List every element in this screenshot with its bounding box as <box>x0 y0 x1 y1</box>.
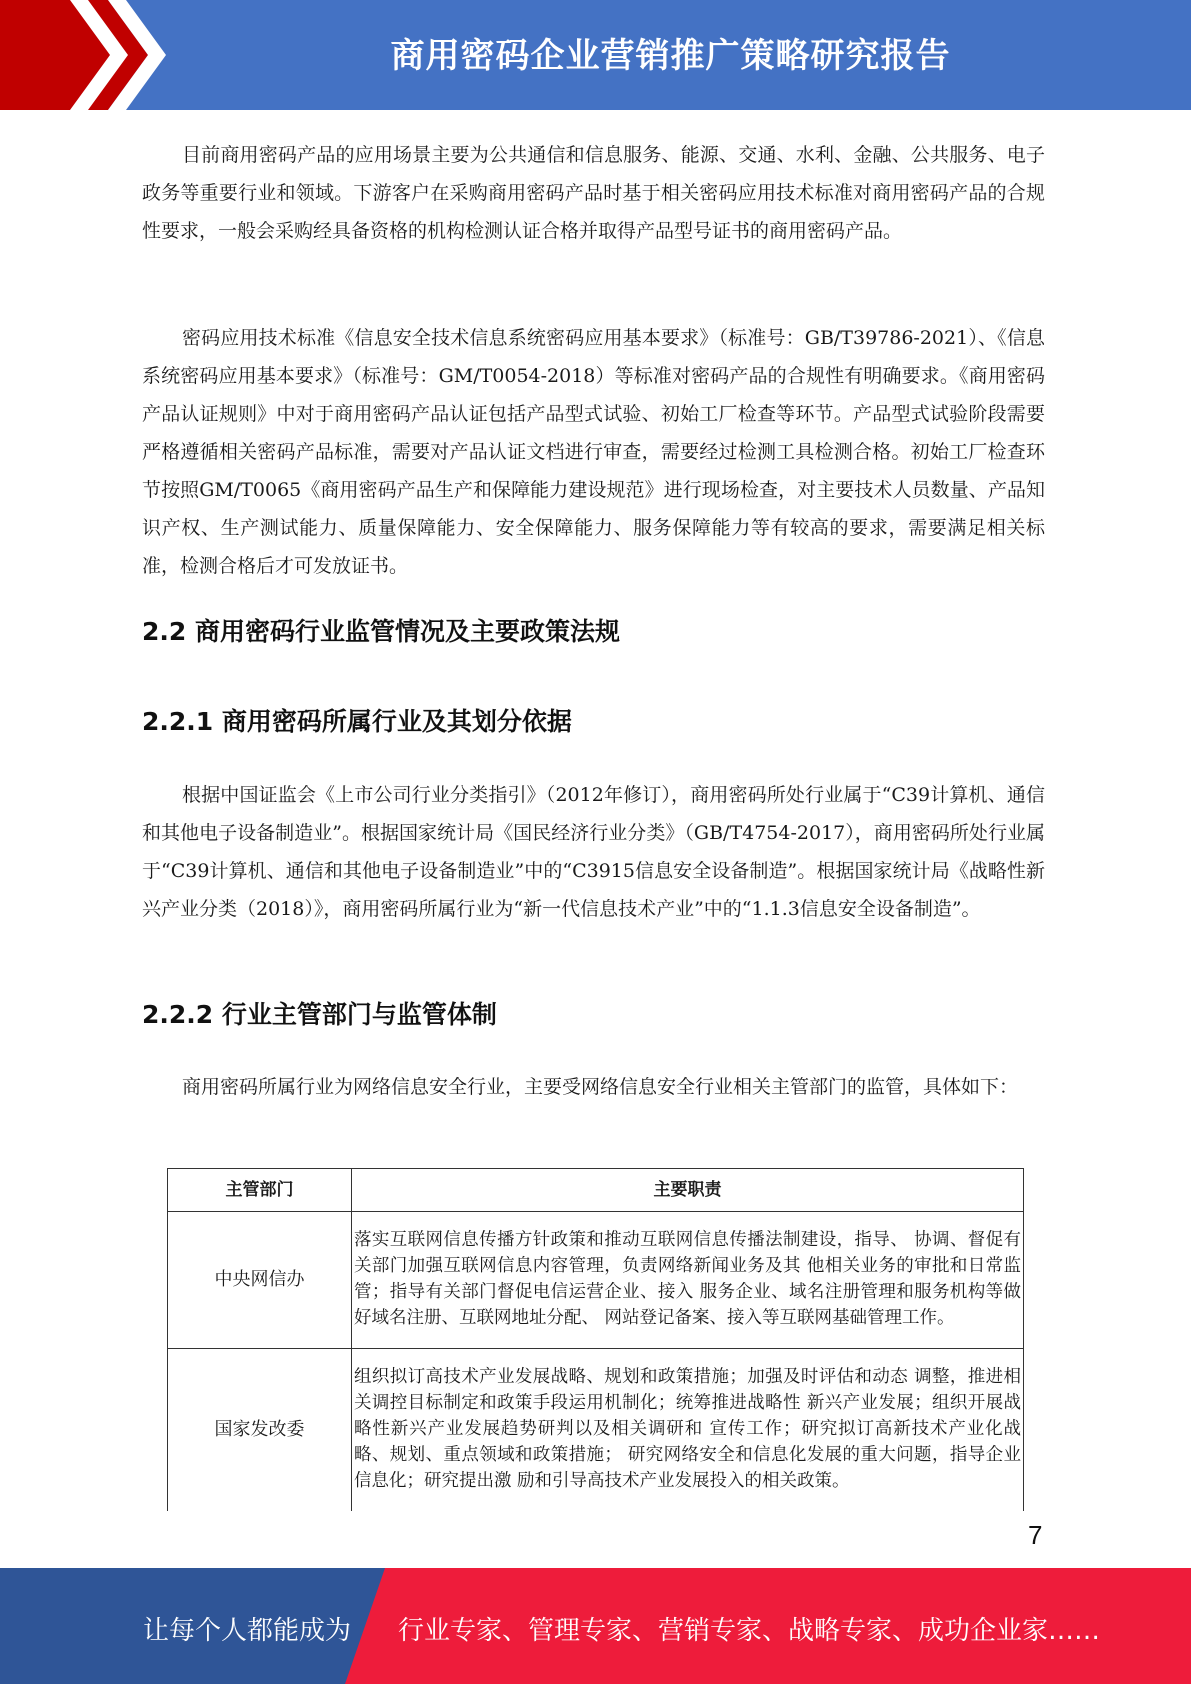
table-row <box>168 1349 1024 1512</box>
table-header-row <box>168 1169 1024 1212</box>
department-cell: 国家发改委 <box>168 1349 352 1512</box>
footer-slogan-right: 行业专家、管理专家、营销专家、战略专家、成功企业家…… <box>398 1616 1101 1646</box>
report-title: 商用密码企业营销推广策略研究报告 <box>390 36 951 76</box>
section-heading-2-2-1: 2.2.1 商用密码所属行业及其划分依据 <box>142 707 572 736</box>
department-cell: 中央网信办 <box>168 1212 352 1349</box>
column-header-duties: 主要职责 <box>352 1169 1024 1212</box>
column-header-department: 主管部门 <box>168 1169 352 1212</box>
paragraph-regulatory-intro: 商用密码所属行业为网络信息安全行业，主要受网络信息安全行业相关主管部门的监管，具体如下： <box>182 1076 1019 1098</box>
section-heading-2-2: 2.2 商用密码行业监管情况及主要政策法规 <box>142 617 620 646</box>
paragraph-technical-standards: 密码应用技术标准《信息安全技术信息系统密码应用基本要求》（标准号：GB/T39786-2021）、《信息系统密码应用基本要求》（标准号：GM/T0054-2018）等标准对密码产品的合规性有明确要求。《商用密码产品认证规则》中对于商用密码产品认证包括产品型式试验、初始工厂检查等环节。产品型式试验阶段需要严格遵循相关密码产品标准，需要对产品认证文档进行审查，需要经过检测工具检测合格。初始工厂检查环节按照GM/T0065《商用密码产品生产和保障能力建设规范》进行现场检查，对主要技术人员数量、产品知识产权、生产测试能力、质量保障能力、安全保障能力、服务保障能力等有较高的要求，需要满足相关标准，检测合格后才可发放证书。 <box>142 327 1045 577</box>
page-header <box>0 0 1191 110</box>
section-heading-2-2-2: 2.2.2 行业主管部门与监管体制 <box>142 1000 497 1029</box>
paragraph-application-scenarios: 目前商用密码产品的应用场景主要为公共通信和信息服务、能源、交通、水利、金融、公共服务、电子政务等重要行业和领域。下游客户在采购商用密码产品时基于相关密码应用技术标准对商用密码产品的合规性要求，一般会采购经具备资格的机构检测认证合格并取得产品型号证书的商用密码产品。 <box>142 144 1045 242</box>
paragraph-industry-classification: 根据中国证监会《上市公司行业分类指引》（2012年修订），商用密码所处行业属于“C39计算机、通信和其他电子设备制造业”。根据国家统计局《国民经济行业分类》（GB/T4754-2017），商用密码所处行业属于“C39计算机、通信和其他电子设备制造业”中的“C3915信息安全设备制造”。根据国家统计局《战略性新兴产业分类（2018）》，商用密码所属行业为“新一代信息技术产业”中的“1.1.3信息安全设备制造”。 <box>142 784 1045 920</box>
footer-slogan-left: 让每个人都能成为 <box>143 1616 352 1646</box>
page-footer <box>0 1568 1191 1684</box>
regulator-duties-table <box>167 1168 1024 1511</box>
duty-cell: 组织拟订高技术产业发展战略、规划和政策措施；加强及时评估和动态 调整，推进相关调控目标制定和政策手段运用机制化；统筹推进战略性 新兴产业发展；组织开展战略性新兴产业发展趋势研判以及相关调研和 宣传工作；研究拟订高新技术产业化战略、规划、重点领域和政策措施； 研究网络安全和信息化发展的重大问题，指导企业信息化；研究提出激 励和引导高技术产业发展投入的相关政策。 <box>352 1349 1024 1512</box>
table-row <box>168 1212 1024 1349</box>
page-number: 7 <box>1028 1520 1043 1550</box>
duty-cell: 落实互联网信息传播方针政策和推动互联网信息传播法制建设，指导、 协调、督促有关部门加强互联网信息内容管理，负责网络新闻业务及其 他相关业务的审批和日常监管；指导有关部门督促电信运营企业、接入 服务企业、域名注册管理和服务机构等做好域名注册、互联网地址分配、 网站登记备案、接入等互联网基础管理工作。 <box>352 1212 1024 1349</box>
